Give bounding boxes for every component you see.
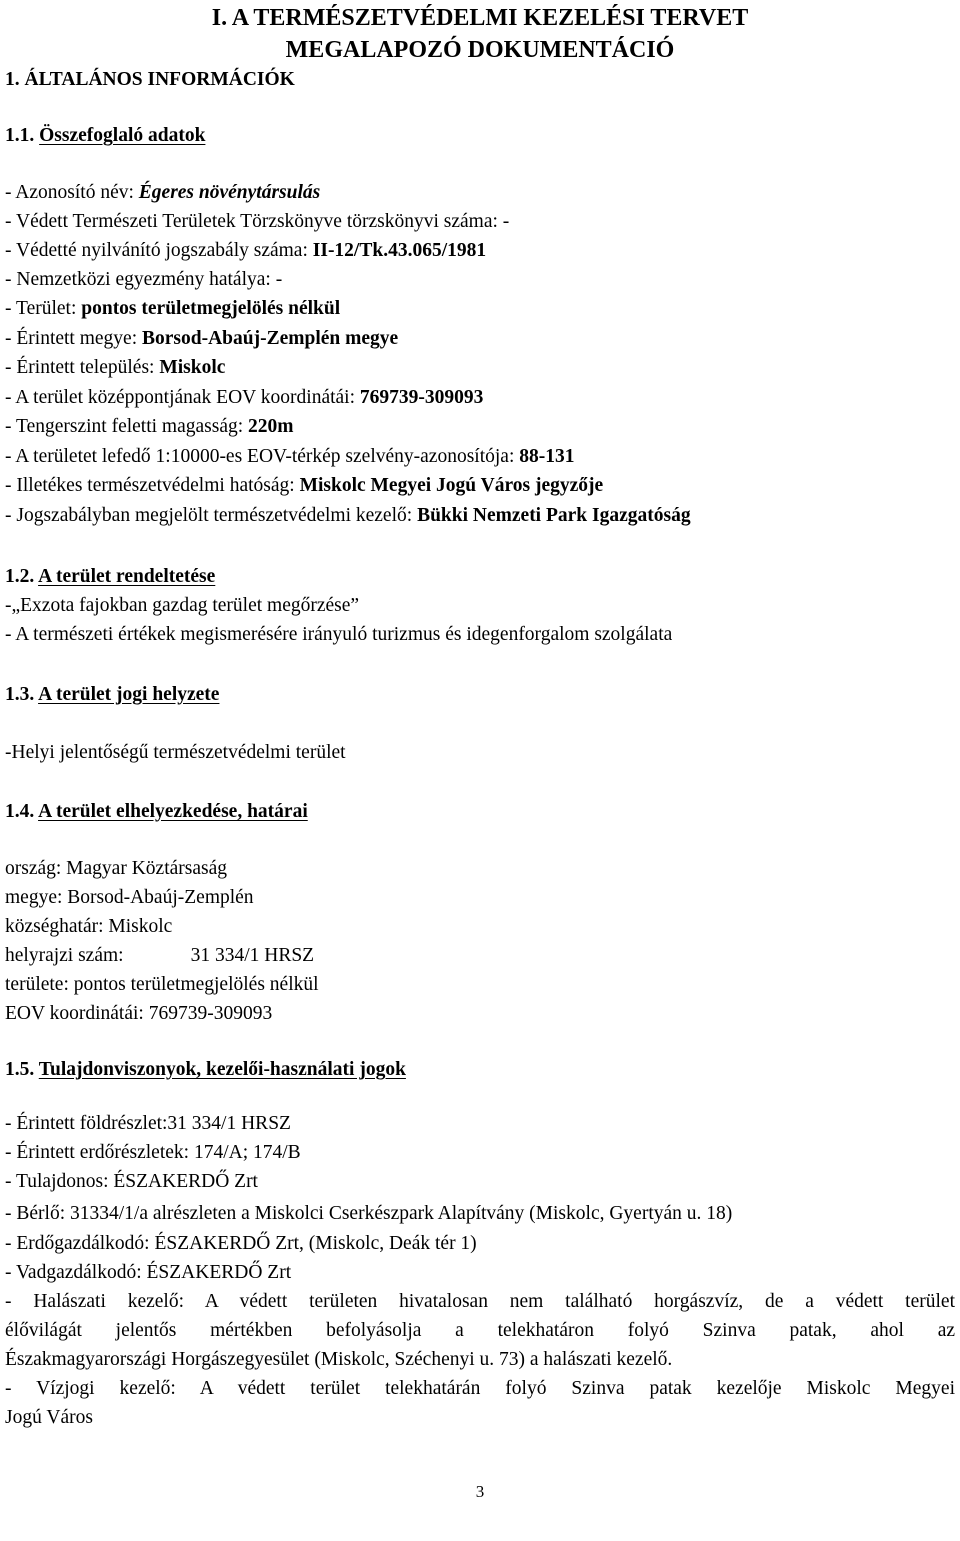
subsection-title: Összefoglaló adatok (39, 125, 206, 146)
subsection-heading-1-2 (5, 563, 215, 591)
paragraph-line: - Vízjogi kezelő: A védett terület telekhatárán folyó Szinva patak kezelője Miskolc Megyei (5, 1378, 955, 1399)
subsection-heading-1-5 (5, 1056, 406, 1084)
subsection-heading-1-1 (5, 122, 205, 150)
hrsz-label: helyrajzi szám: (5, 945, 124, 966)
location-line: községhatár: Miskolc (5, 916, 173, 937)
list-item: - Illetékes természetvédelmi hatóság: Miskolc Megyei Jogú Város jegyzője (5, 475, 604, 496)
list-item: - Védetté nyilvánító jogszabály száma: II-12/Tk.43.065/1981 (5, 240, 487, 261)
subsection-heading-1-3 (5, 681, 219, 709)
paragraph-line: Jogú Város (5, 1407, 93, 1428)
document-title-line-2: MEGALAPOZÓ DOKUMENTÁCIÓ (285, 37, 675, 63)
list-item: - Erdőgazdálkodó: ÉSZAKERDŐ Zrt, (Miskolc, Deák tér 1) (5, 1233, 477, 1254)
paragraph-line: Északmagyarországi Horgászegyesület (Miskolc, Széchenyi u. 73) a halászati kezelő. (5, 1349, 673, 1370)
list-item: -„Exzota fajokban gazdag terület megőrzése” (5, 595, 360, 616)
list-item: - Nemzetközi egyezmény hatálya: - (5, 269, 283, 290)
subsection-heading-1-4 (5, 798, 308, 826)
paragraph-line: - Halászati kezelő: A védett területen hivatalosan nem található horgászvíz, de a védett terület (5, 1291, 955, 1312)
list-item: - Bérlő: 31334/1/a alrészleten a Miskolci Cserkészpark Alapítvány (Miskolc, Gyertyán u. 18) (5, 1203, 733, 1224)
list-item: - Tengerszint feletti magasság: 220m (5, 416, 294, 437)
list-item: - Érintett település: Miskolc (5, 357, 226, 378)
location-line: megye: Borsod-Abaúj-Zemplén (5, 887, 254, 908)
list-item: - A természeti értékek megismerésére irányuló turizmus és idegenforgalom szolgálata (5, 624, 673, 645)
list-item: - Tulajdonos: ÉSZAKERDŐ Zrt (5, 1171, 258, 1192)
subsection-title: Tulajdonviszonyok, kezelői-használati jogok (38, 1059, 406, 1080)
location-line: EOV koordinátái: 769739-309093 (5, 1003, 273, 1024)
subsection-number: 1.4. (5, 801, 35, 822)
list-item: - Érintett erdőrészletek: 174/A; 174/B (5, 1142, 301, 1163)
list-item: - Védett Természeti Területek Törzskönyve törzskönyvi száma: - (5, 211, 510, 232)
subsection-title: A terület jogi helyzete (38, 684, 220, 705)
list-item: - Jogszabályban megjelölt természetvédelmi kezelő: Bükki Nemzeti Park Igazgatóság (5, 505, 691, 526)
subsection-number: 1.2. (5, 566, 35, 587)
location-line-hrsz (5, 942, 314, 970)
subsection-title: A terület rendeltetése (38, 566, 216, 587)
list-item: - Érintett földrészlet:31 334/1 HRSZ (5, 1113, 291, 1134)
subsection-number: 1.5. (5, 1059, 35, 1080)
hrsz-value: 31 334/1 HRSZ (190, 945, 315, 966)
section-heading: 1. ÁLTALÁNOS INFORMÁCIÓK (5, 69, 295, 90)
list-item: - Azonosító név: Égeres növénytársulás (5, 182, 321, 203)
list-item: - Vadgazdálkodó: ÉSZAKERDŐ Zrt (5, 1262, 292, 1283)
list-item: - Érintett megye: Borsod-Abaúj-Zemplén megye (5, 328, 399, 349)
location-line: ország: Magyar Köztársaság (5, 858, 227, 879)
subsection-title: A terület elhelyezkedése, határai (38, 801, 308, 822)
list-item: -Helyi jelentőségű természetvédelmi terület (5, 742, 346, 763)
subsection-number: 1.1. (5, 125, 35, 146)
subsection-number: 1.3. (5, 684, 35, 705)
paragraph-line: élővilágát jelentős mértékben befolyásolja a telekhatáron folyó Szinva patak, ahol az (5, 1320, 955, 1341)
location-line: területe: pontos területmegjelölés nélkül (5, 974, 319, 995)
list-item: - A terület középpontjának EOV koordinátái: 769739-309093 (5, 387, 484, 408)
list-item: - A területet lefedő 1:10000-es EOV-térkép szelvény-azonosítója: 88-131 (5, 446, 575, 467)
document-title-line-1: I. A TERMÉSZETVÉDELMI KEZELÉSI TERVET (211, 5, 749, 31)
page-number: 3 (475, 1482, 485, 1501)
list-item: - Terület: pontos területmegjelölés nélkül (5, 298, 341, 319)
